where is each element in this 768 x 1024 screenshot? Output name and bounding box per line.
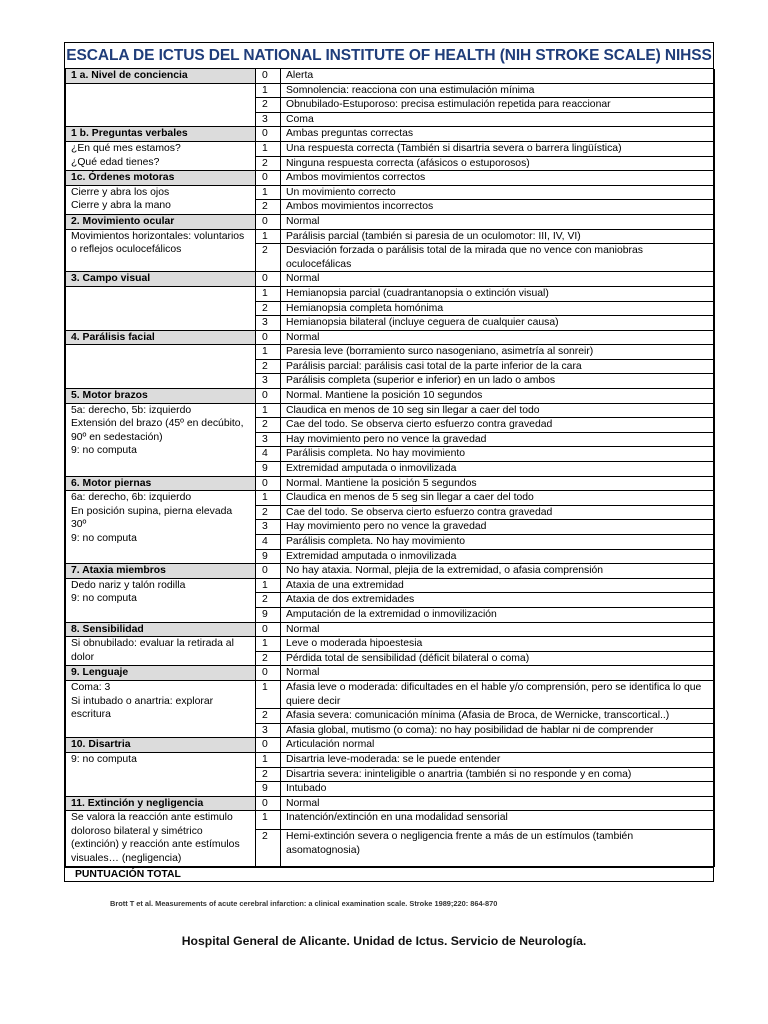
score-value: 1 [256,811,281,830]
score-value: 3 [256,432,281,447]
section-description: ¿En qué mes estamos? ¿Qué edad tienes? [66,141,256,170]
score-value: 0 [256,476,281,491]
nihss-form [64,42,714,882]
score-description: Ataxia de una extremidad [281,578,715,593]
score-value: 9 [256,782,281,797]
score-row [66,752,715,767]
score-description: Ataxia de dos extremidades [281,593,715,608]
score-value: 1 [256,491,281,506]
section-header: 1c. Órdenes motoras [66,171,256,186]
score-row [66,796,715,811]
section-header: 1 a. Nivel de conciencia [66,69,256,83]
section-description: Movimientos horizontales: voluntarios o reflejos oculocefálicos [66,229,256,272]
score-description: Normal [281,796,715,811]
score-row [66,214,715,229]
score-value: 0 [256,796,281,811]
score-value: 0 [256,738,281,753]
score-value: 3 [256,316,281,331]
score-value: 2 [256,98,281,113]
score-description: Normal [281,622,715,637]
nihss-table-body [66,69,715,866]
score-description: Coma [281,112,715,127]
section-description: 9: no computa [66,752,256,796]
section-description-empty [66,83,256,127]
section-header: 8. Sensibilidad [66,622,256,637]
score-row [66,185,715,200]
score-description: Hay movimiento pero no vence la gravedad [281,432,715,447]
score-row [66,680,715,708]
score-description: Desviación forzada o parálisis total de la mirada que no vence con maniobras oculocefálicas [281,244,715,272]
score-description: Parálisis completa (superior e inferior) en un lado o ambos [281,374,715,389]
score-description: Hemianopsia bilateral (incluye ceguera de cualquier causa) [281,316,715,331]
score-value: 4 [256,447,281,462]
score-row [66,389,715,404]
score-description: Parálisis parcial: parálisis casi total de la parte inferior de la cara [281,359,715,374]
score-value: 4 [256,535,281,550]
section-header: 6. Motor piernas [66,476,256,491]
score-value: 0 [256,214,281,229]
score-value: 3 [256,520,281,535]
score-value: 3 [256,112,281,127]
score-description: Extremidad amputada o inmovilizada [281,549,715,564]
score-description: Normal. Mantiene la posición 10 segundos [281,389,715,404]
score-description: Inatención/extinción en una modalidad sensorial [281,811,715,830]
score-description: Hay movimiento pero no vence la gravedad [281,520,715,535]
score-value: 0 [256,272,281,287]
score-row [66,69,715,83]
score-value: 2 [256,301,281,316]
score-description: Disartria leve-moderada: se le puede entender [281,752,715,767]
score-value: 2 [256,505,281,520]
score-description: Cae del todo. Se observa cierto esfuerzo contra gravedad [281,418,715,433]
score-row [66,476,715,491]
score-value: 2 [256,418,281,433]
score-description: Claudica en menos de 10 seg sin llegar a caer del todo [281,403,715,418]
score-value: 1 [256,403,281,418]
score-value: 9 [256,549,281,564]
score-description: Parálisis parcial (también si paresia de un oculomotor: III, IV, VI) [281,229,715,244]
section-description: 6a: derecho, 6b: izquierdo En posición supina, pierna elevada 30º 9: no computa [66,491,256,564]
score-description: Normal [281,330,715,345]
score-description: Leve o moderada hipoestesia [281,637,715,652]
score-value: 0 [256,69,281,83]
score-value: 1 [256,185,281,200]
score-description: Parálisis completa. No hay movimiento [281,535,715,550]
score-description: Normal. Mantiene la posición 5 segundos [281,476,715,491]
score-description: Obnubilado-Estuporoso: precisa estimulación repetida para reaccionar [281,98,715,113]
score-value: 3 [256,723,281,738]
score-description: Extremidad amputada o inmovilizada [281,462,715,477]
score-description: Hemianopsia completa homónima [281,301,715,316]
score-description: Afasia leve o moderada: dificultades en el hable y/o comprensión, pero se identifica lo que quiere decir [281,680,715,708]
score-description: Intubado [281,782,715,797]
score-value: 0 [256,564,281,579]
score-description: Articulación normal [281,738,715,753]
score-description: Afasia global, mutismo (o coma): no hay posibilidad de hablar ni de comprender [281,723,715,738]
section-header: 1 b. Preguntas verbales [66,127,256,142]
score-description: Paresia leve (borramiento surco nasogeniano, asimetría al sonreir) [281,345,715,360]
score-value: 2 [256,244,281,272]
section-description: Si obnubilado: evaluar la retirada al dolor [66,637,256,666]
score-value: 1 [256,229,281,244]
score-description: Somnolencia: reacciona con una estimulación mínima [281,83,715,98]
scale-title: ESCALA DE ICTUS DEL NATIONAL INSTITUTE OF HEALTH (NIH STROKE SCALE) NIHSS [65,43,713,69]
score-description: Ninguna respuesta correcta (afásicos o estuporosos) [281,156,715,171]
score-description: Hemianopsia parcial (cuadrantanopsia o extinción visual) [281,286,715,301]
score-value: 0 [256,171,281,186]
score-value: 0 [256,127,281,142]
score-value: 1 [256,680,281,708]
score-row [66,127,715,142]
score-row [66,286,715,301]
score-description: Disartria severa: ininteligible o anartria (también si no responde y en coma) [281,767,715,782]
score-row [66,141,715,156]
section-description: Coma: 3 Si intubado o anartria: explorar escritura [66,680,256,737]
score-value: 2 [256,156,281,171]
score-description: Normal [281,272,715,287]
score-row [66,491,715,506]
score-value: 2 [256,767,281,782]
section-header: 4. Parálisis facial [66,330,256,345]
score-value: 2 [256,359,281,374]
score-description: Afasia severa: comunicación mínima (Afasia de Broca, de Wernicke, transcortical..) [281,709,715,724]
score-value: 1 [256,637,281,652]
score-row [66,83,715,98]
hospital-footer: Hospital General de Alicante. Unidad de Ictus. Servicio de Neurología. [181,934,587,948]
score-description: Una respuesta correcta (También si disartria severa o barrera lingüística) [281,141,715,156]
score-description: Amputación de la extremidad o inmovilización [281,607,715,622]
score-value: 0 [256,622,281,637]
nihss-table [65,69,715,867]
score-description: Normal [281,666,715,681]
section-header: 10. Disartria [66,738,256,753]
score-value: 3 [256,374,281,389]
score-description: Normal [281,214,715,229]
citation: Brott T et al. Measurements of acute cerebral infarction: a clinical examination scale. Stroke 1989;220: 864-870 [110,899,498,908]
score-row [66,622,715,637]
total-score-label: PUNTUACIÓN TOTAL [65,867,713,881]
score-row [66,272,715,287]
section-description: Cierre y abra los ojos Cierre y abra la mano [66,185,256,214]
section-header: 5. Motor brazos [66,389,256,404]
score-value: 1 [256,345,281,360]
score-value: 2 [256,651,281,666]
score-row [66,229,715,244]
score-value: 2 [256,593,281,608]
score-row [66,738,715,753]
section-description-empty [66,345,256,389]
score-description: Hemi-extinción severa o negligencia frente a más de un estímulos (también asomatognosia) [281,830,715,867]
score-description: Cae del todo. Se observa cierto esfuerzo contra gravedad [281,505,715,520]
section-description: 5a: derecho, 5b: izquierdo Extensión del brazo (45º en decúbito, 90º en sedestación) 9: no computa [66,403,256,476]
score-value: 9 [256,462,281,477]
score-value: 2 [256,709,281,724]
score-row [66,345,715,360]
section-header: 9. Lenguaje [66,666,256,681]
score-description: Parálisis completa. No hay movimiento [281,447,715,462]
section-header: 7. Ataxia miembros [66,564,256,579]
section-description: Se valora la reacción ante estimulo doloroso bilateral y simétrico (extinción) y reacción ante estímulos visuales… (negligencia) [66,811,256,866]
score-value: 0 [256,389,281,404]
score-row [66,666,715,681]
score-row [66,564,715,579]
score-value: 1 [256,578,281,593]
score-description: Ambas preguntas correctas [281,127,715,142]
score-value: 1 [256,141,281,156]
score-value: 1 [256,752,281,767]
section-description-empty [66,286,256,330]
score-description: Un movimiento correcto [281,185,715,200]
score-description: Pérdida total de sensibilidad (déficit bilateral o coma) [281,651,715,666]
score-value: 1 [256,83,281,98]
score-row [66,637,715,652]
section-header: 3. Campo visual [66,272,256,287]
score-value: 2 [256,200,281,215]
score-value: 0 [256,666,281,681]
score-description: No hay ataxia. Normal, plejia de la extremidad, o afasia comprensión [281,564,715,579]
score-row [66,403,715,418]
score-description: Ambos movimientos correctos [281,171,715,186]
section-header: 11. Extinción y negligencia [66,796,256,811]
score-value: 0 [256,330,281,345]
score-row [66,811,715,830]
score-row [66,171,715,186]
score-description: Claudica en menos de 5 seg sin llegar a caer del todo [281,491,715,506]
score-value: 9 [256,607,281,622]
score-description: Alerta [281,69,715,83]
section-header: 2. Movimiento ocular [66,214,256,229]
score-description: Ambos movimientos incorrectos [281,200,715,215]
score-row [66,578,715,593]
score-row [66,330,715,345]
score-value: 2 [256,830,281,867]
section-description: Dedo nariz y talón rodilla 9: no computa [66,578,256,622]
score-value: 1 [256,286,281,301]
